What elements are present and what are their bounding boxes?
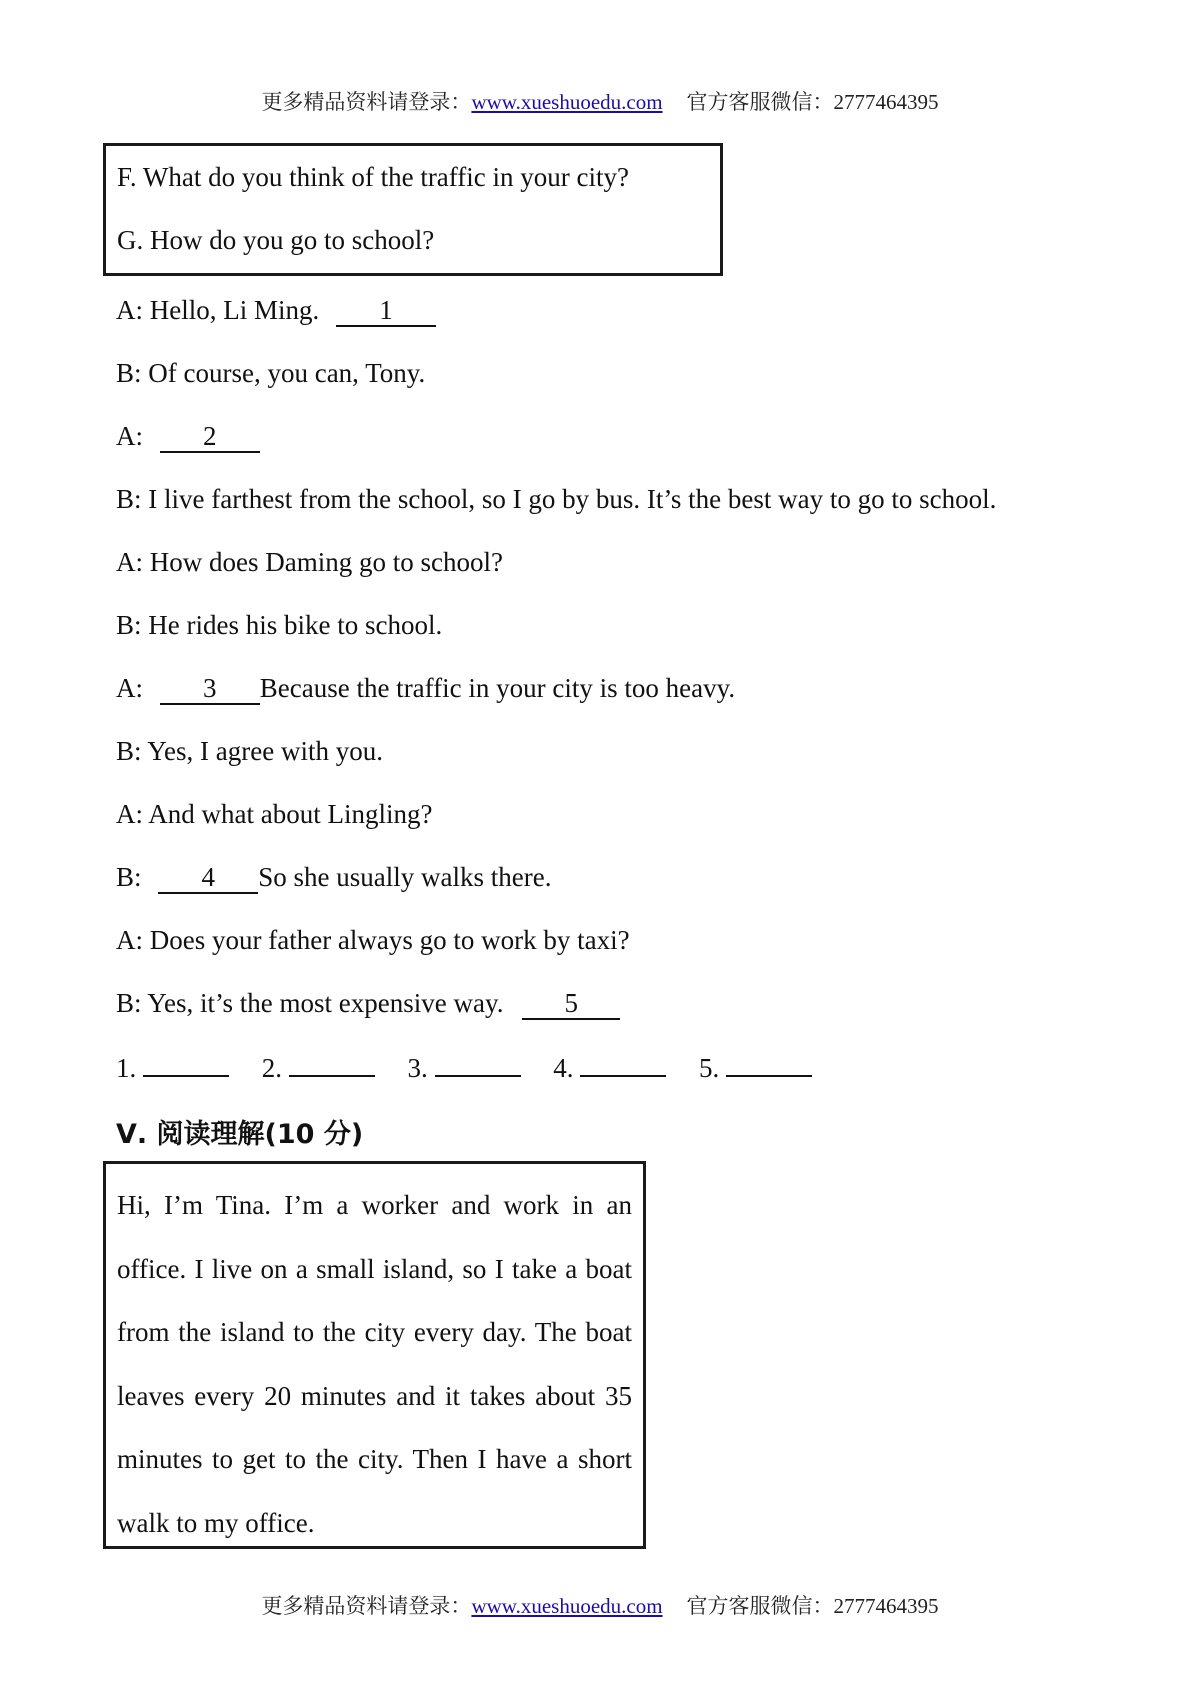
blank-3: 3 — [160, 673, 260, 705]
blank-5: 5 — [522, 988, 620, 1020]
answer-blank[interactable] — [289, 1049, 375, 1077]
blank-4: 4 — [158, 862, 258, 894]
dialogue-line-6: B: He rides his bike to school. — [116, 610, 443, 640]
dialogue-line-12: B: Yes, it’s the most expensive way. 5 — [116, 986, 620, 1020]
answer-blank[interactable] — [726, 1049, 812, 1077]
footer-service: 官方客服微信：2777464395 — [686, 1594, 939, 1618]
answer-item-2: 2. — [262, 1049, 375, 1085]
dialogue-line-1: A: Hello, Li Ming. 1 — [116, 293, 436, 327]
dialogue-line-3: A: 2 — [116, 419, 260, 453]
blank-1: 1 — [336, 295, 436, 327]
reading-box — [103, 1161, 646, 1549]
dialogue-line-10: B: 4 So she usually walks there. — [116, 862, 552, 892]
section-title: Ⅴ. 阅读理解(10 分) — [116, 1119, 364, 1150]
page-header — [0, 86, 1200, 116]
footer-link[interactable]: www.xueshuoedu.com — [471, 1594, 663, 1618]
answer-item-1: 1. — [116, 1049, 229, 1085]
blank-2: 2 — [160, 421, 260, 453]
header-service: 官方客服微信：2777464395 — [686, 90, 939, 114]
option-f: F. What do you think of the traffic in your city? — [117, 162, 629, 192]
options-box — [103, 143, 723, 276]
answer-item-4: 4. — [553, 1049, 666, 1085]
dialogue-line-2: B: Of course, you can, Tony. — [116, 358, 426, 388]
dialogue-line-5: A: How does Daming go to school? — [116, 547, 503, 577]
answer-blank[interactable] — [435, 1049, 521, 1077]
dialogue-line-7: A: 3 Because the traffic in your city is too heavy. — [116, 673, 736, 703]
answer-blank[interactable] — [143, 1049, 229, 1077]
answer-row — [116, 1049, 838, 1085]
page-footer — [0, 1590, 1200, 1620]
dialogue-line-8: B: Yes, I agree with you. — [116, 736, 383, 766]
answer-blank[interactable] — [580, 1049, 666, 1077]
option-g: G. How do you go to school? — [117, 225, 435, 255]
answer-item-5: 5. — [699, 1049, 812, 1085]
reading-passage: Hi, I’m Tina. I’m a worker and work in an office. I live on a small island, so I take a boat from the island to the city every day. The boat leaves every 20 minutes and it takes about 35 minutes to get to the city. Then I have a short walk to my office. — [117, 1190, 632, 1538]
answer-item-3: 3. — [408, 1049, 521, 1085]
header-link[interactable]: www.xueshuoedu.com — [471, 90, 663, 114]
dialogue-line-4: B: I live farthest from the school, so I go by bus. It’s the best way to go to school. — [116, 484, 997, 514]
dialogue-line-9: A: And what about Lingling? — [116, 799, 433, 829]
header-prefix: 更多精品资料请登录： — [261, 90, 472, 114]
footer-prefix: 更多精品资料请登录： — [261, 1594, 472, 1618]
dialogue-line-11: A: Does your father always go to work by taxi? — [116, 925, 630, 955]
